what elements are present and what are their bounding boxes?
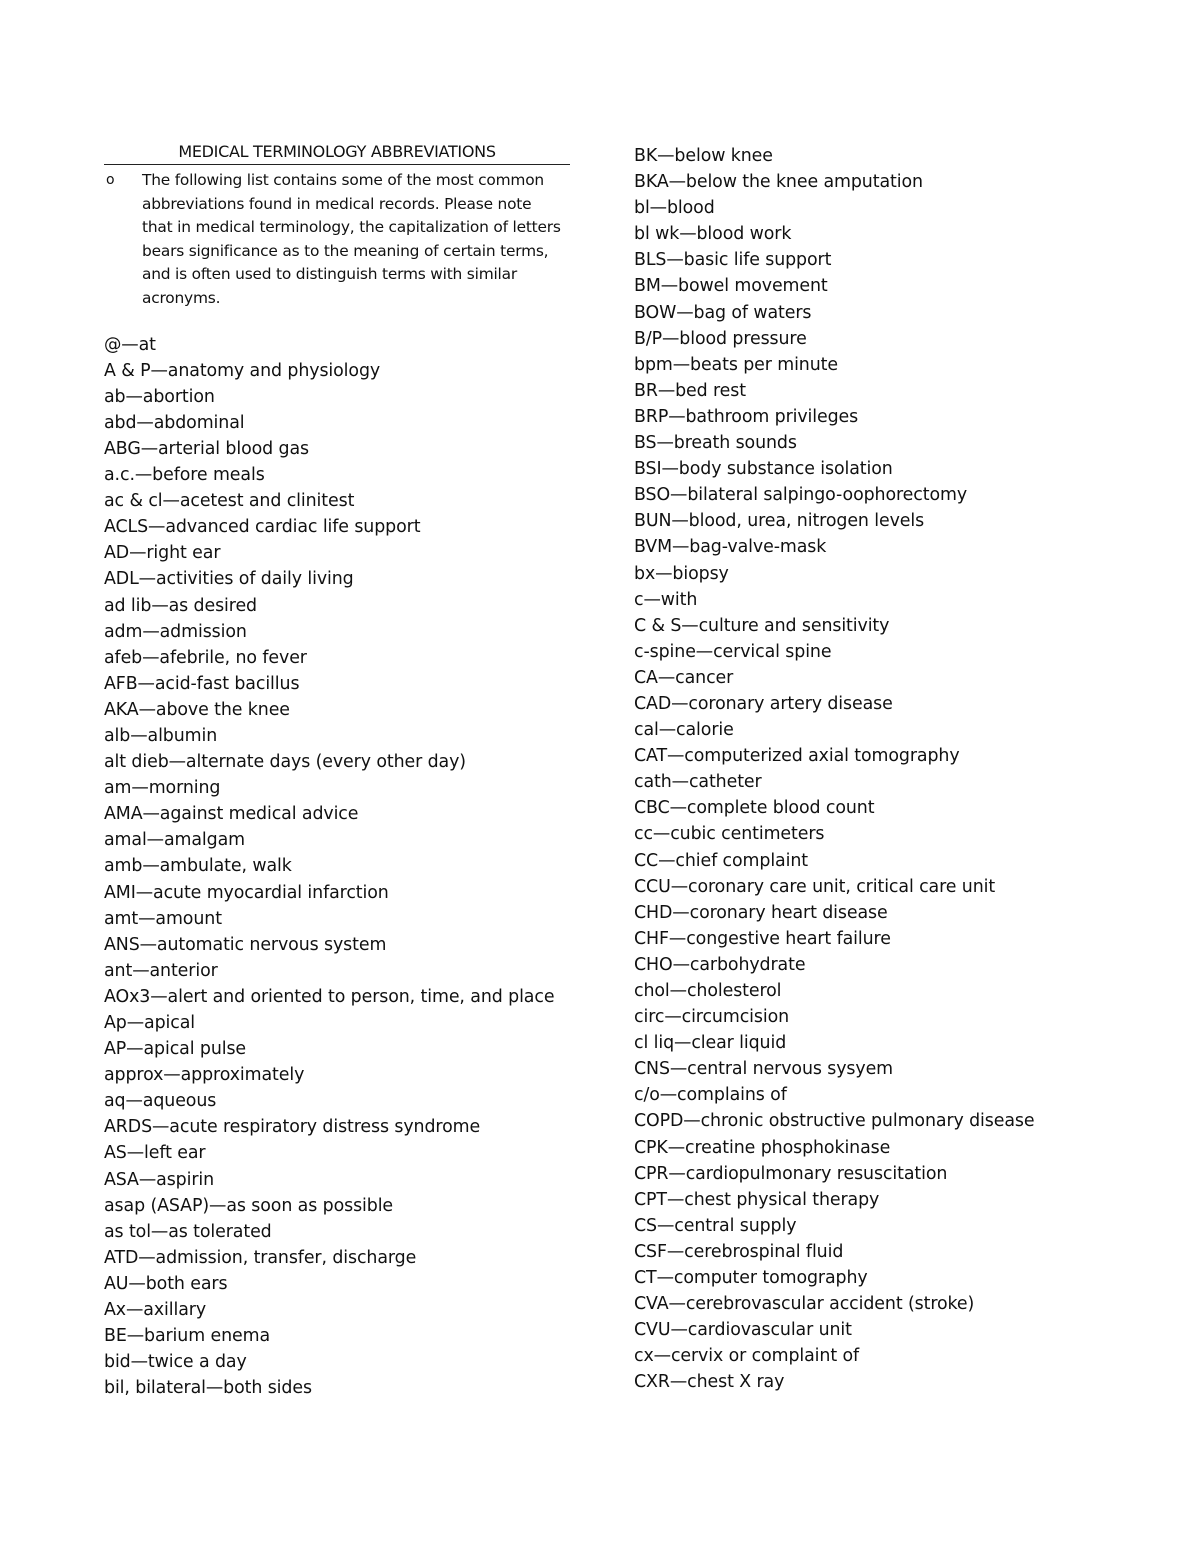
right-column <box>634 143 1154 1396</box>
term-entry: BS—breath sounds <box>634 433 797 454</box>
term-entry: BK—below knee <box>634 146 773 166</box>
term-entry: ADL—activities of daily living <box>104 569 354 590</box>
term-entry: BM—bowel movement <box>634 276 828 297</box>
term-entry: ABG—arterial blood gas <box>104 438 309 459</box>
term-entry: AU—both ears <box>104 1273 228 1294</box>
term-entry: amal—amalgam <box>104 830 245 851</box>
term-entry: cc—cubic centimeters <box>634 824 825 845</box>
term-entry: afeb—afebrile, no fever <box>104 647 307 668</box>
term-entry: C & S—culture and sensitivity <box>634 615 890 636</box>
term-entry: amb—ambulate, walk <box>104 856 292 877</box>
term-entry: AMI—acute myocardial infarction <box>104 882 389 903</box>
term-entry: ant—anterior <box>104 960 218 981</box>
term-entry: BOW—bag of waters <box>634 302 812 323</box>
term-entry: BR—bed rest <box>634 380 746 401</box>
term-entry: CAT—computerized axial tomography <box>634 746 960 767</box>
term-entry: BVM—bag-valve-mask <box>634 537 827 558</box>
term-entry: ASA—aspirin <box>104 1169 215 1190</box>
term-entry: BRP—bathroom privileges <box>634 406 859 427</box>
term-entry: cal—calorie <box>634 720 734 741</box>
term-entry: BUN—blood, urea, nitrogen levels <box>634 511 925 532</box>
term-entry: cl liq—clear liquid <box>634 1033 787 1054</box>
term-entry: CPT—chest physical therapy <box>634 1189 880 1210</box>
term-entry: bl—blood <box>634 198 715 219</box>
term-entry: AOx3—alert and oriented to person, time, and place <box>104 986 555 1007</box>
term-entry: CHD—coronary heart disease <box>634 902 888 923</box>
term-entry: @—at <box>104 334 156 355</box>
term-entry: B/P—blood pressure <box>634 328 807 349</box>
term-entry: abd—abdominal <box>104 412 245 433</box>
term-entry: CCU—coronary care unit, critical care unit <box>634 876 996 897</box>
term-entry: CVA—cerebrovascular accident (stroke) <box>634 1294 975 1315</box>
term-entry: adm—admission <box>104 621 247 642</box>
term-entry: ab—abortion <box>104 386 215 407</box>
term-entry: ad lib—as desired <box>104 595 257 616</box>
term-entry: AS—left ear <box>104 1143 206 1164</box>
term-entry: a.c.—before meals <box>104 465 265 486</box>
term-entry: amt—amount <box>104 908 222 929</box>
term-entry: BLS—basic life support <box>634 250 832 271</box>
term-entry: CS—central supply <box>634 1215 797 1236</box>
term-entry: AP—apical pulse <box>104 1039 247 1060</box>
term-entry: CBC—complete blood count <box>634 798 875 819</box>
term-entry: CHO—carbohydrate <box>634 954 806 975</box>
term-entry: cath—catheter <box>634 772 762 793</box>
term-entry: bil, bilateral—both sides <box>104 1378 312 1399</box>
term-entry: AMA—against medical advice <box>104 804 359 825</box>
term-entry: aq—aqueous <box>104 1091 217 1112</box>
term-entry: ATD—admission, transfer, discharge <box>104 1247 417 1268</box>
term-entry: CT—computer tomography <box>634 1268 868 1289</box>
term-entry: CA—cancer <box>634 667 734 688</box>
term-entry: bx—biopsy <box>634 563 729 584</box>
term-entry: CPR—cardiopulmonary resuscitation <box>634 1163 948 1184</box>
left-column <box>104 140 574 1401</box>
term-entry: CSF—cerebrospinal fluid <box>634 1241 844 1262</box>
intro-text: The following list contains some of the most common abbreviations found in medical records. Please note that in medical terminology, the capitalization of letters bears significance as to the meaning of certain terms, and is often used to distinguish terms with similar acronyms. <box>142 171 561 307</box>
term-entry: BE—barium enema <box>104 1326 270 1347</box>
term-entry: asap (ASAP)—as soon as possible <box>104 1195 394 1216</box>
term-entry: am—morning <box>104 778 221 799</box>
term-entry: CVU—cardiovascular unit <box>634 1320 852 1341</box>
term-entry: bpm—beats per minute <box>634 354 838 375</box>
term-entry: BSO—bilateral salpingo-oophorectomy <box>634 485 968 506</box>
term-entry: bl wk—blood work <box>634 224 792 245</box>
term-entry: chol—cholesterol <box>634 981 782 1001</box>
term-entry: approx—approximately <box>104 1065 305 1086</box>
term-entry: ARDS—acute respiratory distress syndrome <box>104 1117 481 1138</box>
term-entry: BSI—body substance isolation <box>634 459 893 480</box>
term-entry: Ap—apical <box>104 1013 196 1033</box>
left-term-list <box>104 332 574 1402</box>
term-entry: CNS—central nervous sysyem <box>634 1059 894 1080</box>
term-entry: CAD—coronary artery disease <box>634 693 893 714</box>
term-entry: c-spine—cervical spine <box>634 641 832 662</box>
term-entry: AKA—above the knee <box>104 699 290 720</box>
term-entry: CHF—congestive heart failure <box>634 928 891 949</box>
term-entry: CPK—creatine phosphokinase <box>634 1137 891 1158</box>
page-title: MEDICAL TERMINOLOGY ABBREVIATIONS <box>104 140 570 165</box>
term-entry: ACLS—advanced cardiac life support <box>104 517 421 538</box>
term-entry: CXR—chest X ray <box>634 1372 785 1393</box>
term-entry: bid—twice a day <box>104 1352 247 1373</box>
term-entry: c/o—complains of <box>634 1085 787 1106</box>
term-entry: cx—cervix or complaint of <box>634 1346 860 1367</box>
term-entry: ac & cl—acetest and clinitest <box>104 491 355 512</box>
intro-bullet <box>104 169 574 311</box>
term-entry: circ—circumcision <box>634 1007 790 1028</box>
term-entry: AFB—acid-fast bacillus <box>104 673 300 694</box>
term-entry: c—with <box>634 589 698 610</box>
term-entry: A & P—anatomy and physiology <box>104 360 381 381</box>
term-entry: alb—albumin <box>104 725 218 746</box>
term-entry: CC—chief complaint <box>634 850 808 871</box>
term-entry: as tol—as tolerated <box>104 1221 272 1242</box>
term-entry: AD—right ear <box>104 543 221 564</box>
term-entry: alt dieb—alternate days (every other day) <box>104 752 466 773</box>
term-entry: COPD—chronic obstructive pulmonary disease <box>634 1111 1035 1132</box>
term-entry: BKA—below the knee amputation <box>634 172 923 193</box>
term-entry: ANS—automatic nervous system <box>104 934 387 955</box>
right-term-list <box>634 143 1154 1396</box>
term-entry: Ax—axillary <box>104 1300 207 1321</box>
bullet-marker: o <box>106 172 115 188</box>
